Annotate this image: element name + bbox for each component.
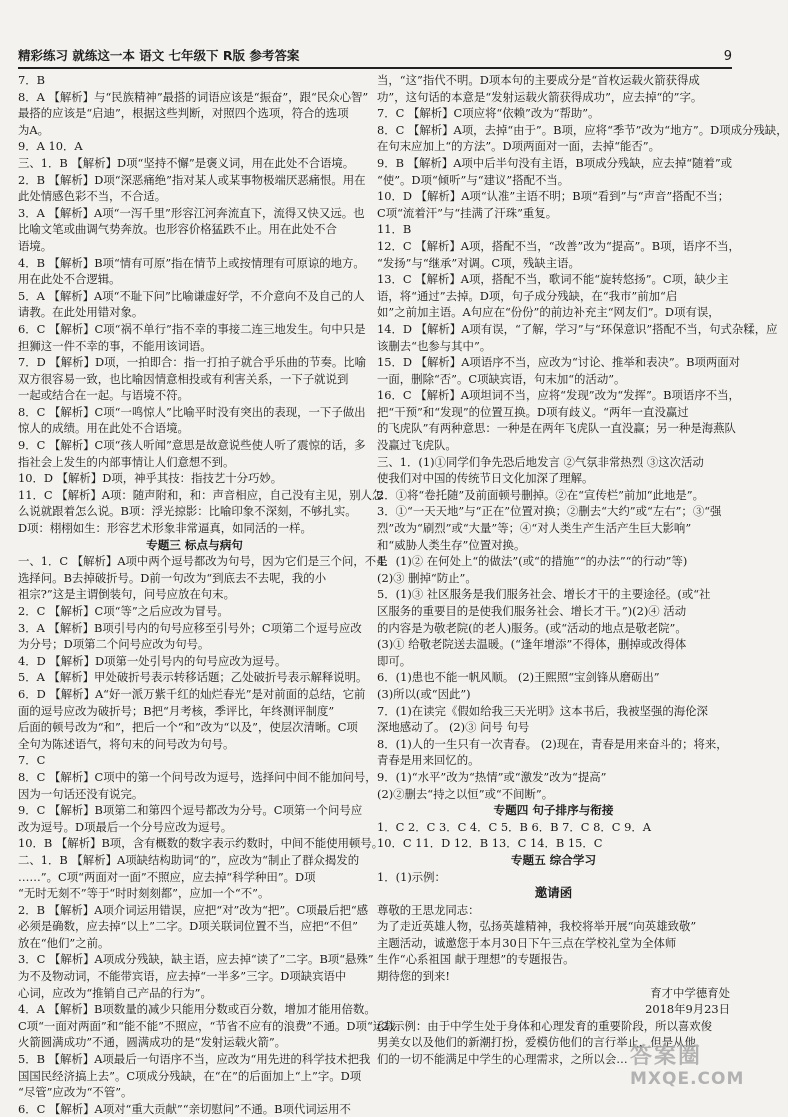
answer-line: (3)所以(或“因此”) [377,686,471,701]
answer-line: 1．C 2．C 3．C 4．C 5．B 6．B 7．C 8．C 9．A [377,819,651,834]
answer-line: (3)① 给敬老院送去温暖。(“逢年增添”不得体，删掉或改得体 [377,637,687,652]
answer-line: 因为一句话还没有说完。 [18,786,144,801]
answer-line: 一、1．C 【解析】A项中两个逗号都改为句号，因为它们是三个问，不是 [18,554,388,569]
answer-line: 即可。 [377,653,412,668]
answer-line: 3．①“一天天地”与“正在”位置对换；②删去“大约”或“左右”；③“强 [377,504,722,519]
answer-line: 5．B 【解析】A项最后一句语序不当，应改为“用先进的科学技术把我 [18,1052,371,1067]
answer-line: 8．(1)人的一生只有一次青春。 (2)现在，青春是用来奋斗的；将来， [377,736,728,751]
answer-line: “发扬”与“继承”对调。C项，残缺主语。 [377,255,580,270]
answer-line: 如”之前加主语。A句应在“份份”的前边补充主“网友们”。D项有误， [377,305,720,320]
answer-line: 全句为陈述语气，将句末的问号改为句号。 [18,736,235,751]
answer-line: 10．D 【解析】A项“认准”主语不明；B项“看到”与“声音”搭配不当； [377,189,730,204]
answer-line: 改为逗号。D项最后一个分号应改为逗号。 [18,819,233,834]
answer-line: 语，将“通过”去掉。D项，句子成分残缺，在“我市”前加“启 [377,288,678,303]
answer-line: 2．①将“卷托随”及前面顿号删掉。②在“宣传栏”前加“此地是”。 [377,487,704,502]
answer-line: 5．A 【解析】A项“不耻下问”比喻谦虚好学，不介意向不及自己的人 [18,288,365,303]
answer-line: 育才中学德育处 [650,985,730,1000]
answer-line: D项：栩栩如生：形容艺术形象非常逼真，如同活的一样。 [18,521,312,536]
right-answer-column [377,72,788,1067]
answer-line: 2．C 【解析】C项“等”之后应改为冒号。 [18,604,229,618]
answer-line: 6．D 【解析】A“好一派万紫千红的灿烂春光”是对前面的总结，它前 [18,686,366,701]
answer-line: 区服务的重要目的是使我们服务社会、增长才干。”)(2)④ 活动 [377,604,687,618]
answer-line: 尊敬的王思龙同志： [377,902,480,917]
answer-line: 11．C 【解析】A项：随声附和，和：声音相应，自己没有主见，别人怎 [18,487,384,502]
answer-line: “尽管”应改为“不管”。 [18,1085,133,1100]
answer-line: 主题活动，诚邀您于本月30日下午三点在学校礼堂为全体师 [377,935,677,950]
answer-line: 担狮这一件不幸的事，不能用该词语。 [18,338,212,353]
answer-line: 使我们对中国的传统节日文化加深了理解。 [377,471,594,486]
answer-line: 的飞虎队”有两种意思：一种是在两年飞虎队一直没赢；另一种是海燕队 [377,421,736,436]
answer-line: 期待您的到来! [377,969,450,984]
answer-line: 们的一切不能满足中学生的心理需求，之所以会… [377,1052,628,1067]
answer-line: 9．(1)“水平”改为“热情”或“激发”改为“提高” [377,769,607,784]
answer-line: 2．B 【解析】D项“深恶痛绝”指对某人或某事物极端厌恶痛恨。用在 [18,172,366,187]
answer-line: 10．B 【解析】B项，含有概数的数字表示约数时，中间不能使用顿号。 [18,836,384,851]
answer-line: 祖宗?”这是主谓倒装句，问号应放在句末。 [18,587,235,602]
answer-line: (2)②删去“持之以恒”或“不间断”。 [377,786,554,801]
answer-line: 专题三 标点与病句 [146,537,243,552]
answer-line: 专题四 句子排序与衔接 [493,803,614,818]
answer-line: 一起或结合在一起。与语境不符。 [18,388,189,403]
answer-line: 比喻文笔或曲调气势奔放。也形容价格猛跌不止。用在此处不合 [18,222,337,237]
answer-line: 最搭的应该是“启迪”，根据这些判断，对照四个选项，符合的选项 [18,106,349,121]
answer-line: 9．A 10．A [18,139,83,154]
answer-line: 国国民经济搞上去”。C项成分残缺，在“在”的后面加上“上”字。D项 [18,1068,362,1083]
answer-line: 8．C 【解析】C项中的第一个问号改为逗号，选择问中间不能加问号， [18,769,377,784]
page-number: 9 [723,49,732,64]
header-title: 精彩练习 就练这一本 语文 七年级下 R版 参考答案 [18,48,300,63]
site-watermark [630,1044,745,1093]
answer-line: (2)③ 删掉“防止”。 [377,570,477,585]
answer-line: 4．B 【解析】B项“情有可原”指在情节上或按情理有可原谅的地方。 [18,255,365,270]
answer-line: 在句末应加上“的方法”。D项两面对一面，去掉“能否”。 [377,139,661,154]
answer-line: 的内容是为敬老院(的老人)服务。(或“活动的地点是敬老院”。 [377,620,687,635]
answer-line: 青春是用来回忆的。 [377,753,480,768]
answer-line: 二、1．B 【解析】A项缺结构助词“的”，应改为“制止了群众揭发的 [18,852,360,867]
answer-line: 男美女以及他们的新潮打扮，爱模仿他们的言行举止，但是从他 [377,1035,696,1050]
answer-line: 惊人的成绩。用在此处不合语境。 [18,421,189,436]
answer-line: 4．(1)② 在何处上“的做法”(或“的措施”“的办法”“的行动”等) [377,554,688,569]
answer-line: 7．C 【解析】C项应将“依赖”改为“帮助”。 [377,106,600,121]
answer-line: 为不及物动词，不能带宾语，应去掉“一半多”三字。D项缺宾语中 [18,969,347,984]
answer-line: 11．B [377,222,412,237]
answer-line: 9．C 【解析】C项“孩人听闻”意思是故意说些使人听了震惊的话，多 [18,438,366,453]
answer-line: 和“威胁人类生存”位置对换。 [377,537,526,552]
answer-line: 9．C 【解析】B项第二和第四个逗号都改为分号。C项第一个问号应 [18,803,363,818]
answer-line: 三、1．(1)①同学们争先恐后地发言 ②气氛非常热烈 ③这次活动 [377,454,704,469]
answer-line: 14．D 【解析】A项有误，“了解，学习”与“环保意识”搭配不当，句式杂糅，应 [377,321,778,336]
answer-line: 把“干预”和“发现”的位置互换。D项有歧义。“两年一直没赢过 [377,404,689,419]
answer-line: 4．A 【解析】B项数量的减少只能用分数或百分数，增加才能用倍数。 [18,1002,376,1017]
answer-line: 功”，这句话的本意是“发射运载火箭获得成功”，应去掉“的”字。 [377,89,703,104]
answer-line: 10．D 【解析】D项，神乎其技：指技艺十分巧妙。 [18,471,283,486]
answer-line: 1．(1)示例： [377,869,446,884]
answer-line: 2018年9月23日 [645,1002,730,1017]
answer-line: 选择问。B去掉破折号。D前一句改为“到底去不去呢，我的小 [18,570,327,585]
answer-line: 4．D 【解析】D项第一处引号内的句号应改为逗号。 [18,653,287,668]
answer-line: 为了走近英雄人物，弘扬英雄精神，我校将举开展“向英雄致敬” [377,919,697,934]
answer-line: C项“一面对两面”和“能不能”不照应，“节省不应有的浪费”不通。D项“运载 [18,1018,396,1033]
answer-line: 5．(1)③ 社区服务是我们服务社会、增长才干的主要途径。(或“社 [377,587,711,602]
answer-line: 双方很容易一致，也比喻因情意相投或有利害关系，一下子就说到 [18,371,349,386]
answer-line: 烈”改为“刷烈”或“大量”等；④“对人类生产生活产生巨大影响” [377,521,692,536]
answer-line: 3．A 【解析】A项“一泻千里”形容江河奔流直下，流得又快又远。也 [18,205,365,220]
answer-line: 12．C 【解析】A项，搭配不当，“改善”改为“提高”。B项，语序不当， [377,238,740,253]
answer-line: ……”。C项“两面对一面”不照应，应去掉“科学种田”。D项 [18,869,316,884]
answer-line: 该删去“也参与其中”。 [377,338,492,353]
answer-line: 8．C 【解析】A项，去掉“由于”。B项，应将“季节”改为“地方”。D项成分残缺， [377,122,788,137]
answer-line: 5．A 【解析】甲处破折号表示转移话题；乙处破折号表示解释说明。 [18,670,368,685]
answer-line: 为A。 [18,122,50,137]
answer-line: 7．B [18,73,46,87]
page-header [18,40,732,69]
answer-line: 8．A 【解析】与“民族精神”最搭的词语应该是“振奋”，跟“民众心智” [18,89,369,104]
answer-line: 生作“心系祖国 献于理想”的专题报告。 [377,952,575,967]
answer-line: 没赢过飞虎队。 [377,438,457,453]
answer-line: 7．C [18,753,46,768]
answer-line: 邀请函 [534,885,573,901]
answer-line: 三、1．B 【解析】D项“坚持不懈”是褒义词，用在此处不合语境。 [18,155,355,170]
answer-line: 7．D 【解析】D项，一拍即合：指一打拍子就合乎乐曲的节奏。比喻 [18,355,367,370]
answer-line: 一面，删除“否”。C项缺宾语，句末加“的活动”。 [377,371,626,386]
answer-line: 面的逗号应改为破折号；B把“月考核，季评比，年终测评制度” [18,703,335,718]
answer-line: 火箭圆满成功”不通，圆满成功的是“发射运载火箭”。 [18,1035,287,1050]
answer-line: C项“流着汗”与“挂满了汗珠”重复。 [377,205,558,220]
answer-line: (2)示例：由于中学生处于身体和心理发育的重要阶段，所以喜欢俊 [377,1018,713,1033]
answer-line: 么说就跟着怎么说。B项：浮光掠影：比喻印象不深刻，不够扎实。 [18,504,357,519]
answer-line: 10．C 11．D 12．B 13．C 14．B 15．C [377,836,603,851]
answer-line: 13．C 【解析】A项，搭配不当，歌词不能“旋转悠扬”。C项，缺少主 [377,272,729,287]
answer-line: 专题五 综合学习 [510,852,597,867]
answer-line: 请教。在此处用错对象。 [18,305,144,320]
answer-line: 7．(1)在读完《假如给我三天光明》这本书后，我被坚强的海伦深 [377,703,708,718]
answer-line: 2．B 【解析】A项介词运用错误，应把“对”改为“把”。C项最后把“感 [18,902,369,917]
answer-line: 为分号；D项第二个问号应改为句号。 [18,637,210,652]
answer-line: 当，“这”指代不明。D项本句的主要成分是“首枚运载火箭获得成 [377,73,700,87]
answer-line: 3．A 【解析】B项引号内的句号应移至引号外；C项第二个逗号应改 [18,620,362,635]
answer-line: 8．C 【解析】C项“一鸣惊人”比喻平时没有突出的表现，一下子做出 [18,404,366,419]
answer-line: 必须是确数，应去掉“以上”二字。D项关联词位置不当，应把“不但” [18,919,358,934]
answer-line: 语境。 [18,238,53,253]
answer-line: 3．C 【解析】A项成分残缺，缺主语，应去掉“读了”二字。B项“悬殊” [18,952,374,967]
answer-line: 此处情感色彩不当，不合适。 [18,189,167,204]
answer-line: 15．D 【解析】A项语序不当，应改为“讨论、推举和表决”。B项两面对 [377,355,741,370]
answer-line: 6．(1)患也不能一帆风顺。 (2)王熙照“宝剑锋从磨砺出” [377,670,660,685]
answer-line: 后面的顿号改为“和”，把后一个“和”改为“以及”，使层次清晰。C项 [18,720,358,735]
watermark-url: MXQE.COM [630,1069,745,1089]
answer-line: 9．B 【解析】A项中后半句没有主语，B项成分残缺，应去掉“随着”或 [377,155,733,170]
answer-line: 用在此处不合逻辑。 [18,272,121,287]
watermark-logo-text: 答案圈 [630,1044,703,1069]
answer-line: 6．C 【解析】C项“祸不单行”指不幸的事接二连三地发生。句中只是 [18,321,366,336]
answer-line: 6．C 【解析】A项对“重大贡献”“亲切慰问”不通。B项代词运用不 [18,1101,351,1116]
answer-line: “使”。D项“倾听”与“建议”搭配不当。 [377,172,570,187]
answer-line: 心词，应改为“推销自己产品的行为”。 [18,985,212,1000]
answer-line: “无时无刻不”等于“时时刻刻都”，应加一个“不”。 [18,886,270,901]
answer-line: 深地感动了。 (2)③ 问号 句号 [377,720,530,735]
answer-line: 放在“他们”之前。 [18,935,110,950]
answer-line: 指社会上发生的内部事情让人们意想不到。 [18,454,235,469]
answer-line: 16．C 【解析】A项坦词不当，应将“发现”改为“发挥”。B项语序不当， [377,388,740,403]
